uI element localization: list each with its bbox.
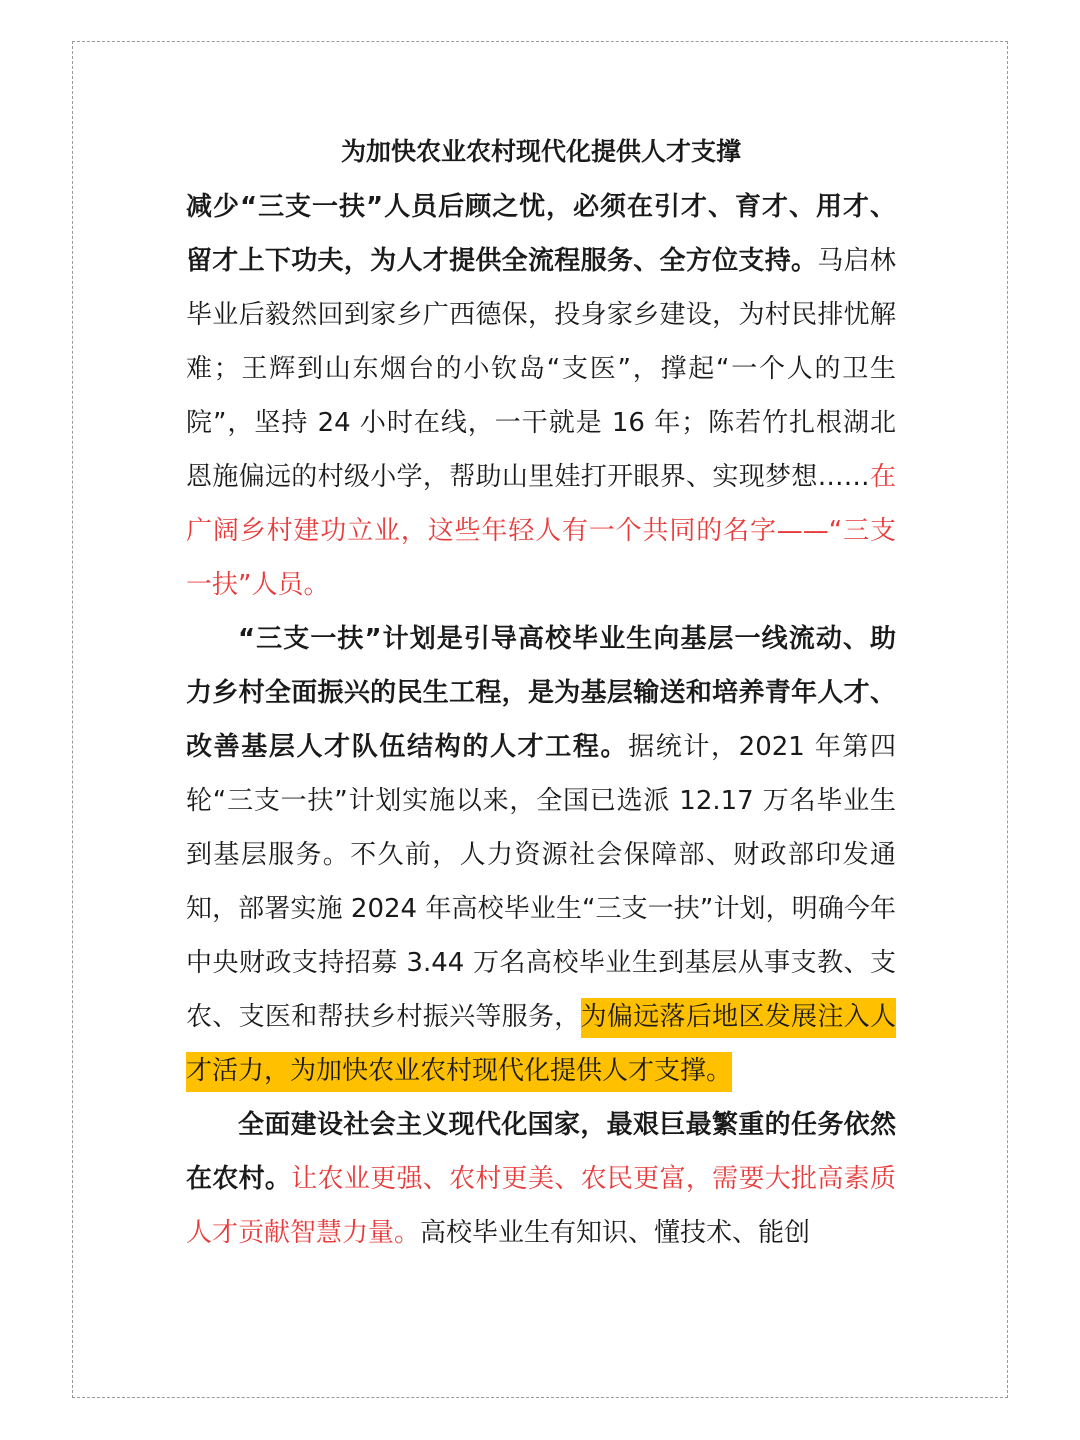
paragraph-1-text: 马启林毕业后毅然回到家乡广西德保，投身家乡建设，为村民排忧解难；王辉到山东烟台的小钦岛“支医”，撑起“一个人的卫生院”，坚持 24 小时在线，一干就是 16 年；陈若竹扎根湖北恩施偏远的村级小学，帮助山里娃打开眼界、实现梦想…… [186,246,896,492]
paragraph-3-bold: 全面建设社会主义现代化国家，最艰巨最繁重的任务依然在农村。 [186,1110,896,1194]
paragraph-2-highlight: 为偏远落后地区发展注入人才活力，为加快农业农村现代化提供人才支撑。 [186,998,896,1092]
paragraph-1-bold: 减少“三支一扶”人员后顾之忧，必须在引才、育才、用才、留才上下功夫，为人才提供全流程服务、全方位支持。 [186,192,896,276]
paragraph-2-text: 据统计，2021 年第四轮“三支一扶”计划实施以来，全国已选派 12.17 万名毕业生到基层服务。不久前，人力资源社会保障部、财政部印发通知，部署实施 2024 年高校毕业生“三支一扶”计划，明确今年中央财政支持招募 3.44 万名高校毕业生到基层从事支教、支农、支医和帮扶乡村振兴等服务， [186,732,896,1032]
document-title: 为加快农业农村现代化提供人才支撑 [340,137,741,166]
paragraph-1 [186,180,896,612]
paragraph-3-red: 让农业更强、农村更美、农民更富，需要大批高素质人才贡献智慧力量。 [186,1164,896,1248]
paragraph-2-bold: “三支一扶”计划是引导高校毕业生向基层一线流动、助力乡村全面振兴的民生工程，是为基层输送和培养青年人才、改善基层人才队伍结构的人才工程。 [186,624,896,762]
paragraph-2 [186,612,896,1098]
paragraph-3 [186,1098,896,1260]
paragraph-3-text: 高校毕业生有知识、懂技术、能创 [420,1218,811,1248]
paragraph-1-red: 在广阔乡村建功立业，这些年轻人有一个共同的名字——“三支一扶”人员。 [186,462,896,600]
document-body [186,180,896,1260]
